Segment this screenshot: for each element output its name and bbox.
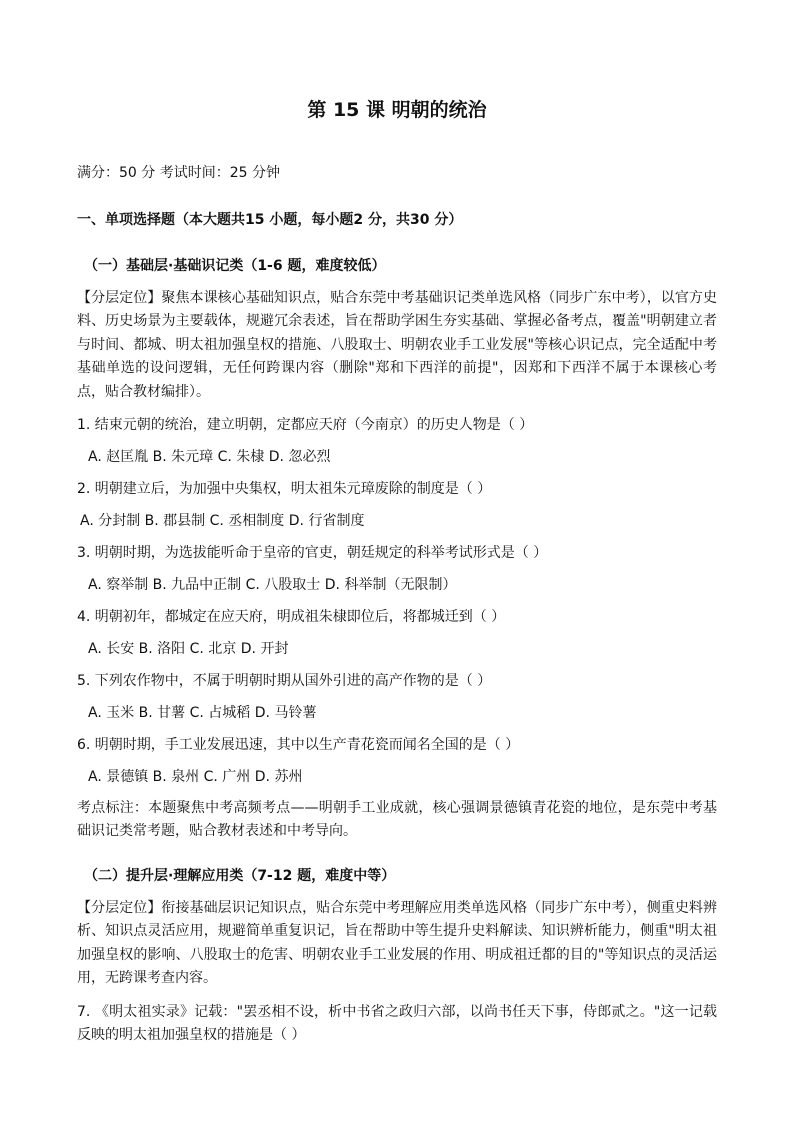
question-6-options: A. 景德镇 B. 泉州 C. 广州 D. 苏州 — [88, 769, 303, 785]
part1-heading: （一）基础层·基础识记类（1-6 题，难度较低） — [84, 258, 386, 274]
part1-note: 考点标注：本题聚焦中考高频考点——明朝手工业成就，核心强调景德镇青花瓷的地位，是东莞中考基础识记类常考题，贴合教材表述和中考导向。 — [77, 800, 717, 840]
question-5-options: A. 玉米 B. 甘薯 C. 占城稻 D. 马铃薯 — [88, 705, 317, 721]
question-2-options: A. 分封制 B. 郡县制 C. 丞相制度 D. 行省制度 — [80, 513, 365, 529]
question-1: 1. 结束元朝的统治，建立明朝，定都应天府（今南京）的历史人物是（ ） — [77, 417, 534, 433]
question-3-options: A. 察举制 B. 九品中正制 C. 八股取士 D. 科举制（无限制） — [88, 577, 457, 593]
question-5: 5. 下列农作物中，不属于明朝时期从国外引进的高产作物的是（ ） — [77, 673, 492, 689]
part2-heading: （二）提升层·理解应用类（7-12 题，难度中等） — [84, 868, 396, 884]
question-7: 7. 《明太祖实录》记载："罢丞相不设，析中书省之政归六部，以尚书任天下事，侍郎贰之。"这一记载反映的明太祖加强皇权的措施是（ ） — [77, 1004, 717, 1044]
question-4-options: A. 长安 B. 洛阳 C. 北京 D. 开封 — [88, 641, 289, 657]
part1-positioning: 【分层定位】聚焦本课核心基础知识点，贴合东莞中考基础识记类单选风格（同步广东中考），以官方史料、历史场景为主要载体，规避冗余表述，旨在帮助学困生夯实基础、掌握必备考点，覆盖"明朝建立者与时间、都城、明太祖加强皇权的措施、八股取士、明朝农业手工业发展"等核心识记点，完全适配中考基础单选的设问逻辑，无任何跨课内容（删除"郑和下西洋的前提"，因郑和下西洋不属于本课核心考点，贴合教材编排）。 — [77, 290, 717, 400]
question-6: 6. 明朝时期，手工业发展迅速，其中以生产青花瓷而闻名全国的是（ ） — [77, 737, 520, 753]
page-title: 第 15 课 明朝的统治 — [307, 99, 487, 121]
question-3: 3. 明朝时期，为选拔能听命于皇帝的官吏，朝廷规定的科举考试形式是（ ） — [77, 545, 548, 561]
part2-positioning: 【分层定位】衔接基础层识记知识点，贴合东莞中考理解应用类单选风格（同步广东中考），侧重史料辨析、知识点灵活应用，规避简单重复识记，旨在帮助中等生提升史料解读、知识辨析能力，侧重"明太祖加强皇权的影响、八股取士的危害、明朝农业手工业发展的作用、明成祖迁都的目的"等知识点的灵活运用，无跨课考查内容。 — [77, 900, 717, 987]
section-heading: 一、单项选择题（本大题共15 小题，每小题2 分，共30 分） — [77, 212, 463, 228]
question-4: 4. 明朝初年，都城定在应天府，明成祖朱棣即位后，将都城迁到（ ） — [77, 609, 506, 625]
question-2: 2. 明朝建立后，为加强中央集权，明太祖朱元璋废除的制度是（ ） — [77, 481, 492, 497]
question-1-options: A. 赵匡胤 B. 朱元璋 C. 朱棣 D. 忽必烈 — [88, 449, 331, 465]
exam-meta: 满分：50 分 考试时间：25 分钟 — [77, 165, 280, 181]
